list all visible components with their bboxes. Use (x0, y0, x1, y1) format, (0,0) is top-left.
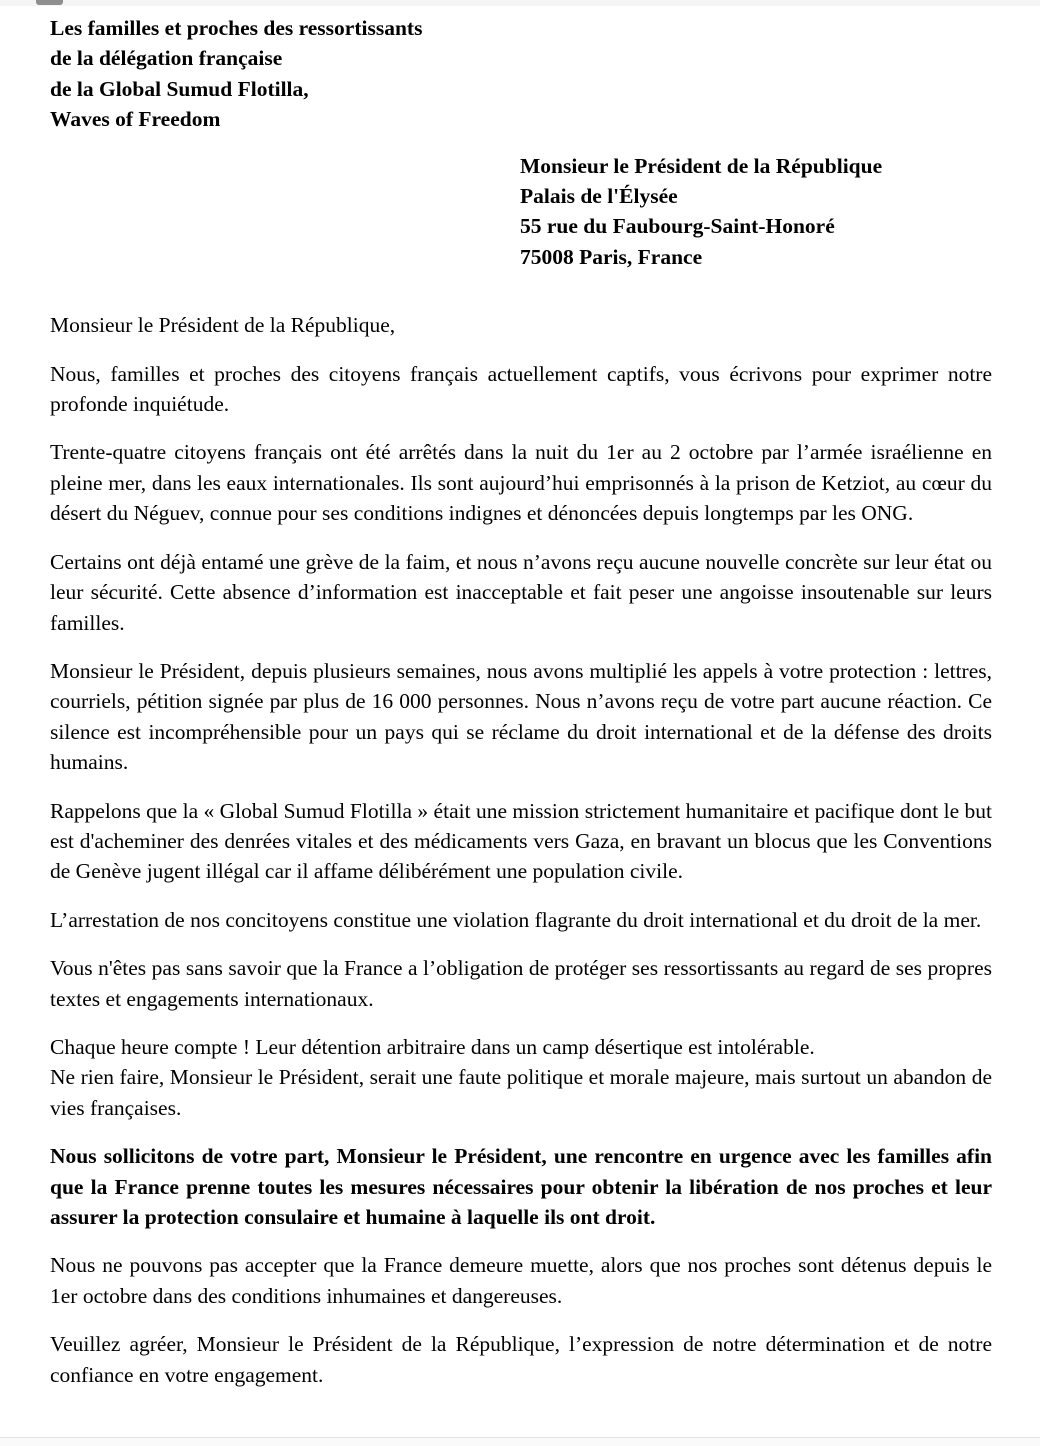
paragraph-10: Nous ne pouvons pas accepter que la France demeure muette, alors que nos proches sont détenus depuis le 1er octobre dans des conditions inhumaines et dangereuses. (50, 1253, 992, 1308)
paragraph-5: Rappelons que la « Global Sumud Flotilla » était une mission strictement humanitaire et pacifique dont le but est d'acheminer des denrées vitales et des médicaments vers Gaza, en bravant un blocus que les Conventions de Genève jugent illégal car il affame délibérément une population civile. (50, 798, 992, 884)
letter-page (0, 6, 1040, 1390)
bottom-edge-bar (0, 1437, 1040, 1446)
paragraph-11-closing: Veuillez agréer, Monsieur le Président de la République, l’expression de notre détermination et de notre confiance en votre engagement. (50, 1332, 992, 1387)
salutation: Monsieur le Président de la République, (50, 313, 396, 338)
paragraph-9-bold-request: Nous sollicitons de votre part, Monsieur le Président, une rencontre en urgence avec les familles afin que la France prenne toutes les mesures nécessaires pour obtenir la libération de nos proches et leur assurer la protection consulaire et humaine à laquelle ils ont droit. (50, 1144, 992, 1229)
paragraph-1: Nous, familles et proches des citoyens français actuellement captifs, vous écrivons pour exprimer notre profonde inquiétude. (50, 361, 992, 417)
recipient-line-3: 55 rue du Faubourg-Saint-Honoré (520, 214, 835, 239)
paragraph-7: Vous n'êtes pas sans savoir que la France a l’obligation de protéger ses ressortissants au regard de ses propres textes et engagements internationaux. (50, 956, 992, 1011)
paragraph-4: Monsieur le Président, depuis plusieurs semaines, nous avons multiplié les appels à votre protection : lettres, courriels, pétition signée par plus de 16 000 personnes. Nous n’avons reçu de votre part aucune réaction. Ce silence est incompréhensible pour un pays qui se réclame du droit international et de la défense des droits humains. (50, 658, 992, 775)
recipient-block (520, 151, 992, 273)
paragraph-2: Trente-quatre citoyens français ont été arrêtés dans la nuit du 1er au 2 octobre par l’armée israélienne en pleine mer, dans les eaux internationales. Ils sont aujourd’hui emprisonnés à la prison de Ketziot, au cœur du désert du Néguev, connue pour ses conditions indignes et dénoncées depuis longtemps par les ONG. (50, 440, 992, 526)
paragraph-8 (50, 1032, 992, 1123)
paragraph-8-line-1: Chaque heure compte ! Leur détention arbitraire dans un camp désertique est intolérable. (50, 1034, 815, 1059)
paragraph-8-line-2: Ne rien faire, Monsieur le Président, serait une faute politique et morale majeure, mais surtout un abandon de vies françaises. (50, 1065, 992, 1120)
paragraph-6: L’arrestation de nos concitoyens constitue une violation flagrante du droit international et du droit de la mer. (50, 907, 982, 932)
sender-line-3: de la Global Sumud Flotilla, (50, 76, 309, 101)
sender-block (50, 13, 992, 135)
sender-line-4: Waves of Freedom (50, 107, 221, 132)
recipient-line-4: 75008 Paris, France (520, 244, 703, 269)
sender-line-1: Les familles et proches des ressortissants (50, 16, 423, 40)
top-edge-handle (36, 0, 63, 5)
recipient-line-1: Monsieur le Président de la République (520, 153, 883, 178)
paragraph-3: Certains ont déjà entamé une grève de la faim, et nous n’avons reçu aucune nouvelle concrète sur leur état ou leur sécurité. Cette absence d’information est inacceptable et fait peser une angoisse insoutenable sur leurs familles. (50, 549, 992, 635)
recipient-line-2: Palais de l'Élysée (520, 184, 678, 209)
sender-line-2: de la délégation française (50, 46, 283, 71)
